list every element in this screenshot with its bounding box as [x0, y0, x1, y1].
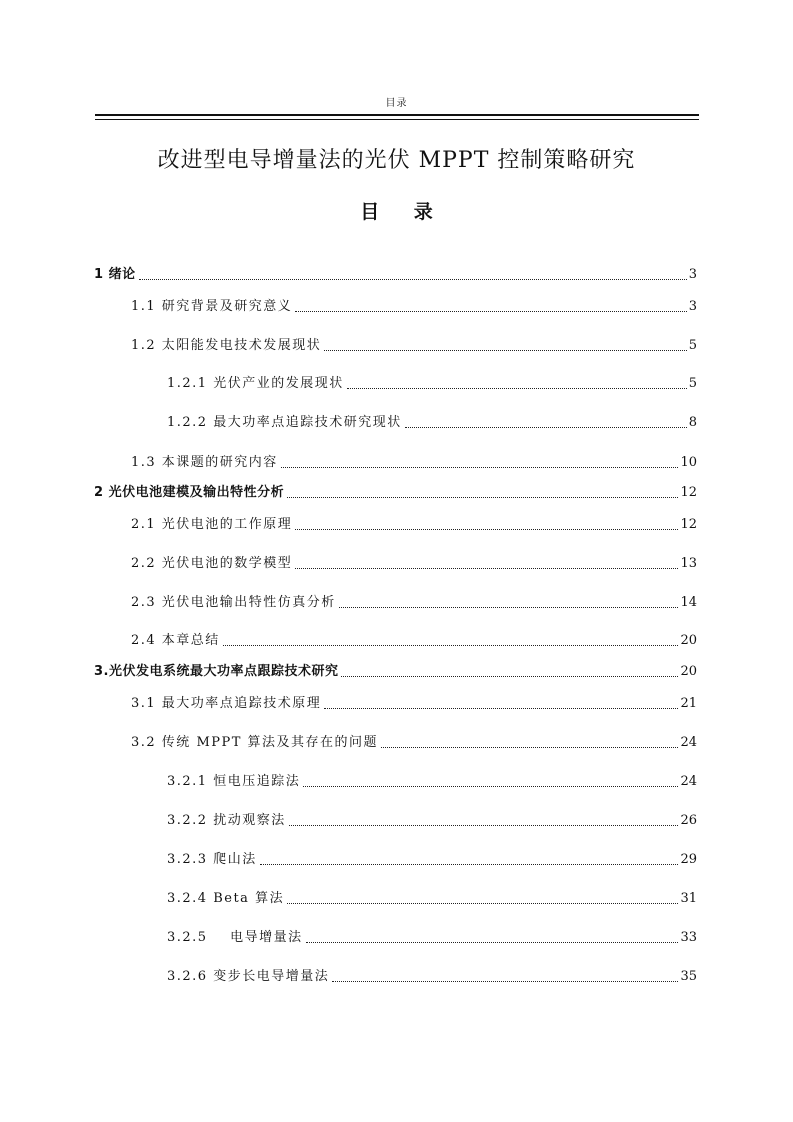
toc-entry-page: 3 [688, 267, 697, 282]
toc-entry-label: 2.1 光伏电池的工作原理 [131, 517, 293, 532]
toc-entry-label: 3.光伏发电系统最大功率点跟踪技术研究 [94, 664, 339, 679]
toc-leader-dots [332, 981, 678, 982]
toc-leader-dots [347, 388, 687, 389]
toc-entry-2-1[interactable] [131, 513, 697, 533]
document-title: 改进型电导增量法的光伏 MPPT 控制策略研究 [157, 148, 636, 173]
toc-leader-dots [295, 311, 686, 312]
toc-entry-page: 26 [680, 813, 697, 828]
toc-entry-label: 2.3 光伏电池输出特性仿真分析 [131, 595, 336, 610]
toc-entry-chapter-2[interactable] [94, 481, 697, 501]
toc-entry-page: 31 [680, 891, 697, 906]
toc-entry-label: 2.2 光伏电池的数学模型 [131, 556, 293, 571]
toc-leader-dots [223, 645, 679, 646]
header-rule-thin [95, 119, 699, 120]
toc-entry-label: 1.2 太阳能发电技术发展现状 [131, 338, 322, 353]
toc-entry-label: 1.3 本课题的研究内容 [131, 455, 278, 470]
toc-leader-dots [287, 497, 678, 498]
toc-entry-page: 14 [680, 595, 697, 610]
toc-entry-label: 2 光伏电池建模及输出特性分析 [94, 485, 285, 500]
toc-entry-label: 3.2.6 变步长电导增量法 [167, 969, 330, 984]
toc-leader-dots [287, 903, 678, 904]
toc-entry-label: 2.4 本章总结 [131, 633, 220, 648]
toc-leader-dots [260, 864, 679, 865]
toc-entry-3-2-3[interactable] [167, 848, 697, 868]
toc-leader-dots [381, 747, 678, 748]
toc-entry-3-2-6[interactable] [167, 965, 697, 985]
toc-entry-page: 10 [680, 455, 697, 470]
toc-heading: 目 录 [360, 201, 447, 223]
toc-entry-2-2[interactable] [131, 552, 697, 572]
toc-entry-1-1[interactable] [131, 295, 697, 315]
toc-entry-page: 20 [680, 664, 697, 679]
toc-entry-page: 12 [680, 517, 697, 532]
toc-entry-page: 5 [688, 376, 697, 391]
toc-leader-dots [341, 676, 678, 677]
toc-entry-3-1[interactable] [131, 692, 697, 712]
toc-entry-label: 1.2.2 最大功率点追踪技术研究现状 [167, 415, 402, 430]
toc-entry-1-3[interactable] [131, 451, 697, 471]
toc-entry-label: 3.2.1 恒电压追踪法 [167, 774, 301, 789]
toc-entry-label: 3.2.5 电导增量法 [167, 930, 303, 945]
toc-entry-page: 3 [688, 299, 697, 314]
toc-entry-page: 13 [680, 556, 697, 571]
toc-entry-2-4[interactable] [131, 629, 697, 649]
toc-leader-dots [339, 607, 679, 608]
toc-entry-label: 3.2.2 扰动观察法 [167, 813, 286, 828]
toc-entry-label: 3.2.3 爬山法 [167, 852, 257, 867]
toc-leader-dots [324, 350, 686, 351]
toc-entry-3-2-5[interactable] [167, 926, 697, 946]
toc-leader-dots [289, 825, 679, 826]
toc-leader-dots [306, 942, 679, 943]
toc-leader-dots [324, 708, 678, 709]
toc-entry-page: 35 [680, 969, 697, 984]
toc-entry-1-2[interactable] [131, 334, 697, 354]
toc-leader-dots [405, 427, 687, 428]
toc-entry-3-2[interactable] [131, 731, 697, 751]
toc-entry-page: 24 [680, 735, 697, 750]
toc-entry-chapter-1[interactable] [94, 263, 697, 283]
toc-entry-page: 20 [680, 633, 697, 648]
toc-entry-page: 12 [680, 485, 697, 500]
toc-entry-3-2-2[interactable] [167, 809, 697, 829]
toc-leader-dots [281, 467, 679, 468]
toc-entry-label: 3.2.4 Beta 算法 [167, 891, 285, 906]
toc-leader-dots [139, 279, 687, 280]
toc-entry-3-2-4[interactable] [167, 887, 697, 907]
toc-entry-3-2-1[interactable] [167, 770, 697, 790]
toc-entry-chapter-3[interactable] [94, 660, 697, 680]
toc-entry-page: 8 [688, 415, 697, 430]
toc-entry-1-2-1[interactable] [167, 372, 697, 392]
toc-entry-label: 1.2.1 光伏产业的发展现状 [167, 376, 344, 391]
running-header: 目录 [385, 98, 408, 109]
toc-entry-label: 1 绪论 [94, 267, 136, 282]
toc-entry-2-3[interactable] [131, 591, 697, 611]
toc-entry-label: 3.2 传统 MPPT 算法及其存在的问题 [131, 735, 379, 750]
toc-entry-label: 3.1 最大功率点追踪技术原理 [131, 696, 322, 711]
toc-entry-page: 33 [680, 930, 697, 945]
toc-leader-dots [295, 529, 678, 530]
toc-leader-dots [295, 568, 678, 569]
toc-entry-page: 29 [680, 852, 697, 867]
toc-entry-page: 21 [680, 696, 697, 711]
toc-entry-page: 5 [688, 338, 697, 353]
toc-entry-label: 1.1 研究背景及研究意义 [131, 299, 293, 314]
toc-entry-page: 24 [680, 774, 697, 789]
toc-leader-dots [303, 786, 678, 787]
toc-entry-1-2-2[interactable] [167, 411, 697, 431]
header-rule-thick [95, 114, 699, 116]
